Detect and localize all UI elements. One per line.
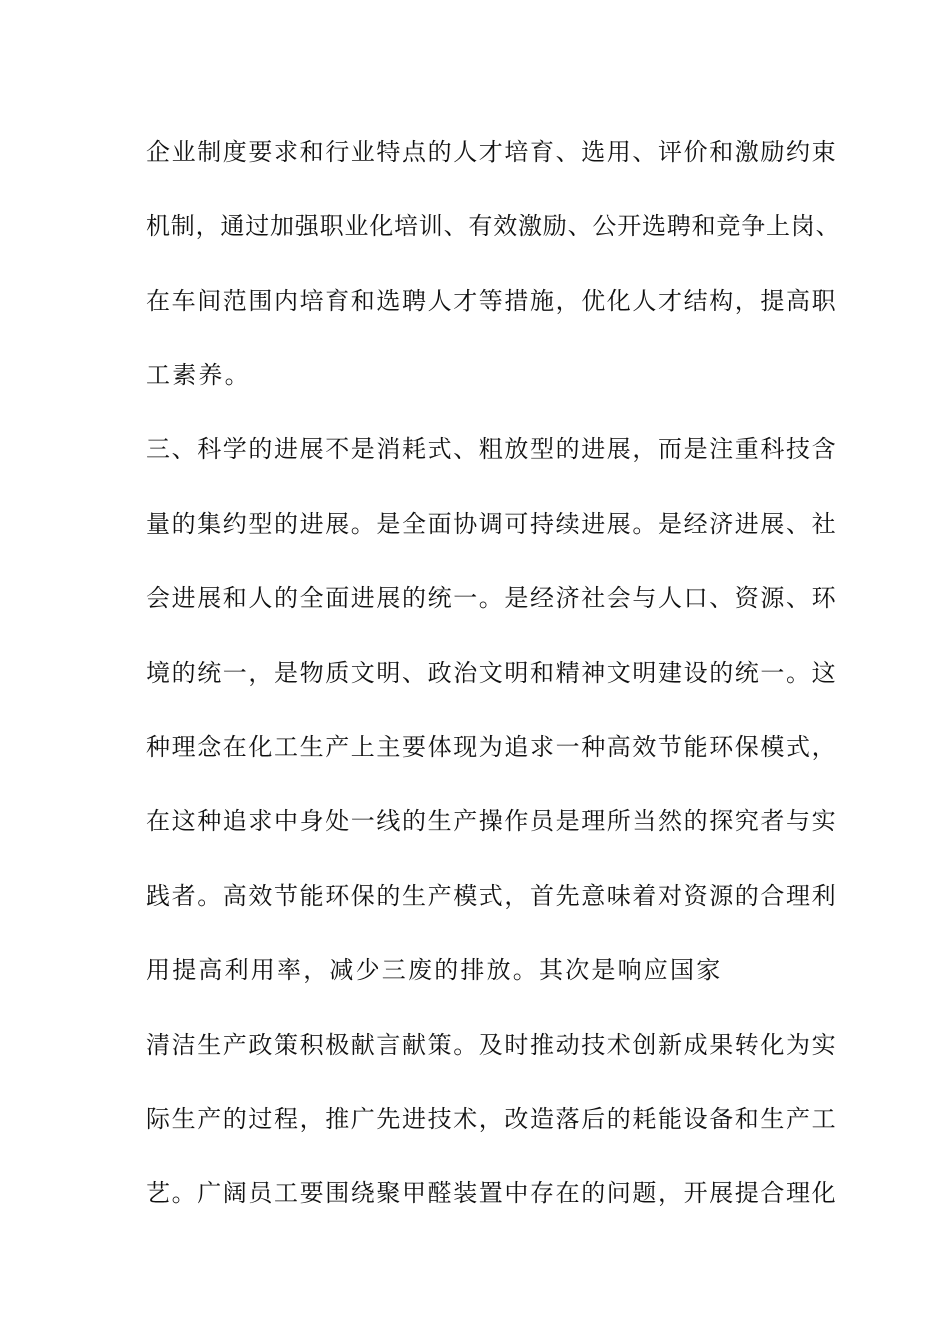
text-line: 三、科学的进展不是消耗式、粗放型的进展，而是注重科技含: [146, 435, 838, 463]
text-line: 在车间范围内培育和选聘人才等措施，优化人才结构，提高职: [146, 287, 838, 315]
text-line: 境的统一，是物质文明、政治文明和精神文明建设的统一。这: [146, 659, 838, 687]
text-line: 工素养。: [146, 361, 251, 389]
text-line: 会进展和人的全面进展的统一。是经济社会与人口、资源、环: [146, 584, 838, 612]
text-line: 量的集约型的进展。是全面协调可持续进展。是经济进展、社: [146, 510, 838, 538]
text-line: 践者。高效节能环保的生产模式，首先意味着对资源的合理利: [146, 882, 838, 910]
text-line: 机制，通过加强职业化培训、有效激励、公开选聘和竞争上岗、: [146, 212, 841, 240]
text-line: 艺。广阔员工要围绕聚甲醛装置中存在的问题，开展提合理化: [146, 1179, 838, 1207]
text-line: 在这种追求中身处一线的生产操作员是理所当然的探究者与实: [146, 807, 838, 835]
text-line: 清洁生产政策积极献言献策。及时推动技术创新成果转化为实: [146, 1031, 838, 1059]
text-line: 际生产的过程，推广先进技术，改造落后的耗能设备和生产工: [146, 1105, 838, 1133]
text-line: 企业制度要求和行业特点的人才培育、选用、评价和激励约束: [146, 138, 838, 166]
text-line: 种理念在化工生产上主要体现为追求一种高效节能环保模式，: [146, 733, 838, 761]
text-line: 用提高利用率，减少三废的排放。其次是响应国家: [146, 956, 723, 984]
